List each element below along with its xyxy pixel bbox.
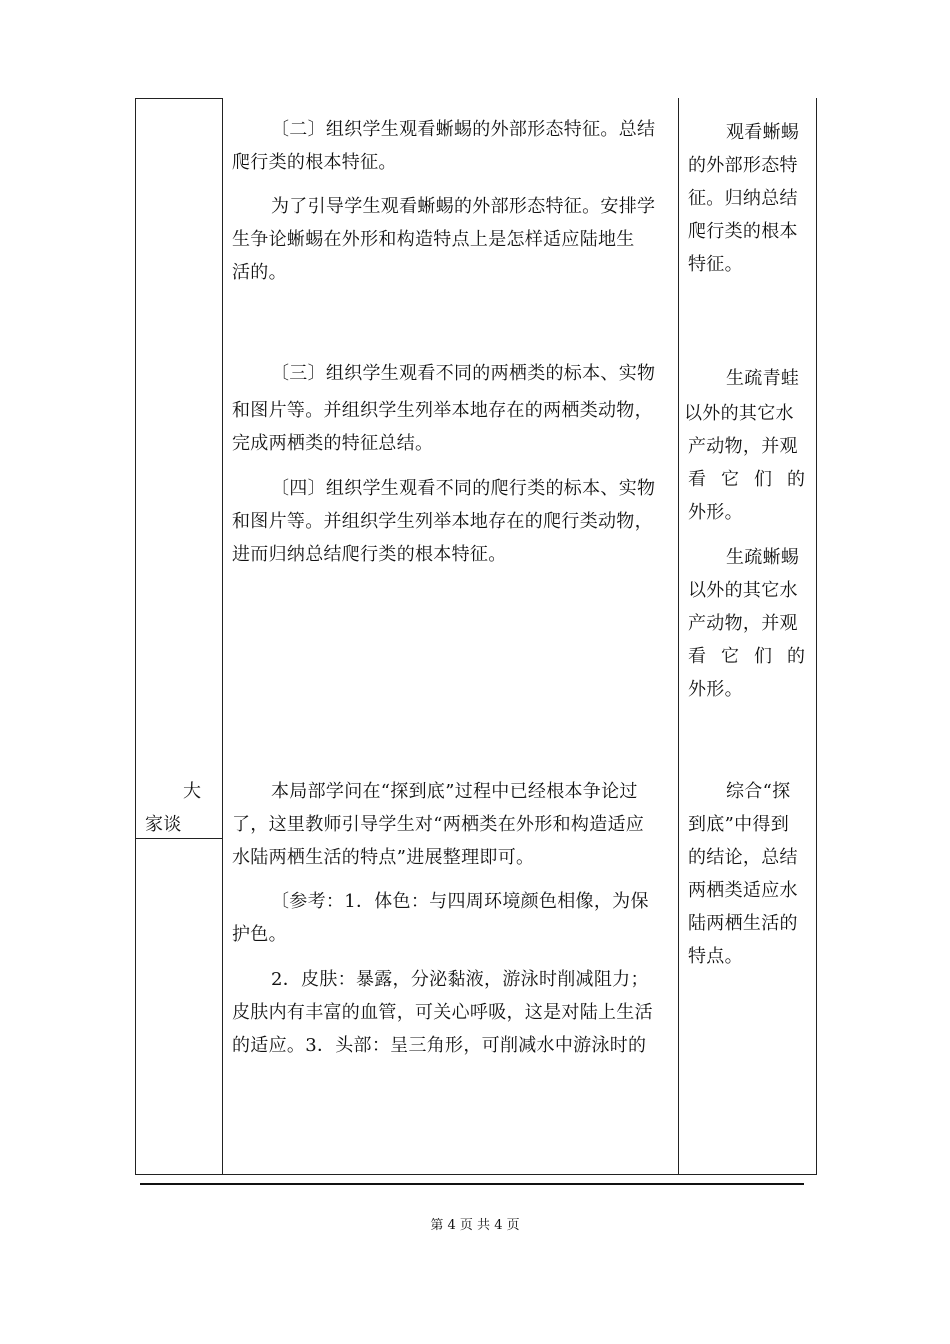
middle-p5-line-2: 了，这里教师引导学生对“两栖类在外形和构造适应 (232, 814, 645, 835)
left-label-line-1: 大 (183, 781, 202, 802)
middle-p7-line-1: 2．皮肤：暴露，分泌黏液，游泳时削减阻力； (271, 969, 649, 990)
middle-p6-line-2: 护色。 (232, 924, 287, 945)
middle-p4-line-1: 〔四〕组织学生观看不同的爬行类的标本、实物 (271, 478, 656, 499)
table-divider-2 (678, 98, 679, 1175)
middle-p1-line-1: 〔二〕组织学生观看蜥蜴的外部形态特征。总结 (271, 119, 656, 140)
right-r3-line-2: 以外的其它水 (688, 580, 798, 601)
middle-p3-line-2: 和图片等。并组织学生列举本地存在的两栖类动物， (232, 400, 653, 421)
right-r3-line-3: 产动物，并观 (688, 613, 798, 634)
right-r3-line-4: 看它们的 (688, 646, 820, 667)
middle-p1-line-2: 爬行类的根本特征。 (232, 152, 397, 173)
middle-p2-line-3: 活的。 (232, 262, 287, 283)
right-r1-line-2: 的外部形态特 (688, 155, 798, 176)
table-border-right (816, 98, 817, 1175)
table-top-left-cell-edge (135, 98, 223, 99)
footer-rule (140, 1183, 804, 1185)
right-r1-line-5: 特征。 (688, 254, 743, 275)
right-r4-line-5: 陆两栖生活的 (688, 913, 798, 934)
page-number: 第 4 页 共 4 页 (430, 1218, 520, 1233)
table-divider-1 (222, 98, 223, 1175)
middle-p7-line-3: 的适应。3．头部：呈三角形，可削减水中游泳时的 (232, 1035, 647, 1056)
middle-p2-line-2: 生争论蜥蜴在外形和构造特点上是怎样适应陆地生 (232, 229, 635, 250)
right-r1-line-3: 征。归纳总结 (688, 188, 798, 209)
right-r4-line-4: 两栖类适应水 (688, 880, 798, 901)
right-r1-line-1: 观看蜥蜴 (726, 122, 800, 143)
right-r2-line-1: 生疏青蛙 (726, 368, 800, 389)
right-r4-line-2: 到底”中得到 (688, 814, 790, 835)
middle-p4-line-3: 进而归纳总结爬行类的根本特征。 (232, 544, 507, 565)
middle-p7-line-2: 皮肤内有丰富的血管，可关心呼吸，这是对陆上生活 (232, 1002, 653, 1023)
right-r3-line-5: 外形。 (688, 679, 743, 700)
middle-p2-line-1: 为了引导学生观看蜥蜴的外部形态特征。安排学 (271, 196, 656, 217)
middle-p5-line-1: 本局部学问在“探到底”过程中已经根本争论过 (271, 781, 638, 802)
right-r4-line-6: 特点。 (688, 946, 743, 967)
table-border-bottom (135, 1174, 817, 1175)
left-label-line-2: 家谈 (145, 814, 182, 835)
middle-p6-line-1: 〔参考：1．体色：与四周环境颜色相像，为保 (271, 891, 649, 912)
middle-p3-line-3: 完成两栖类的特征总结。 (232, 433, 434, 454)
right-r1-line-4: 爬行类的根本 (688, 221, 798, 242)
right-r2-line-3: 产动物，并观 (688, 436, 798, 457)
right-r3-line-1: 生疏蜥蜴 (726, 547, 800, 568)
right-r2-line-5: 外形。 (688, 502, 743, 523)
middle-p4-line-2: 和图片等。并组织学生列举本地存在的爬行类动物， (232, 511, 653, 532)
right-r4-line-1: 综合“探 (726, 781, 791, 802)
right-r2-line-2: 以外的其它水 (684, 403, 794, 424)
right-r2-line-4: 看它们的 (688, 469, 820, 490)
right-r4-line-3: 的结论，总结 (688, 847, 798, 868)
middle-p3-line-1: 〔三〕组织学生观看不同的两栖类的标本、实物 (271, 363, 656, 384)
middle-p5-line-3: 水陆两栖生活的特点”进展整理即可。 (232, 847, 535, 868)
table-border-left (135, 98, 136, 1175)
